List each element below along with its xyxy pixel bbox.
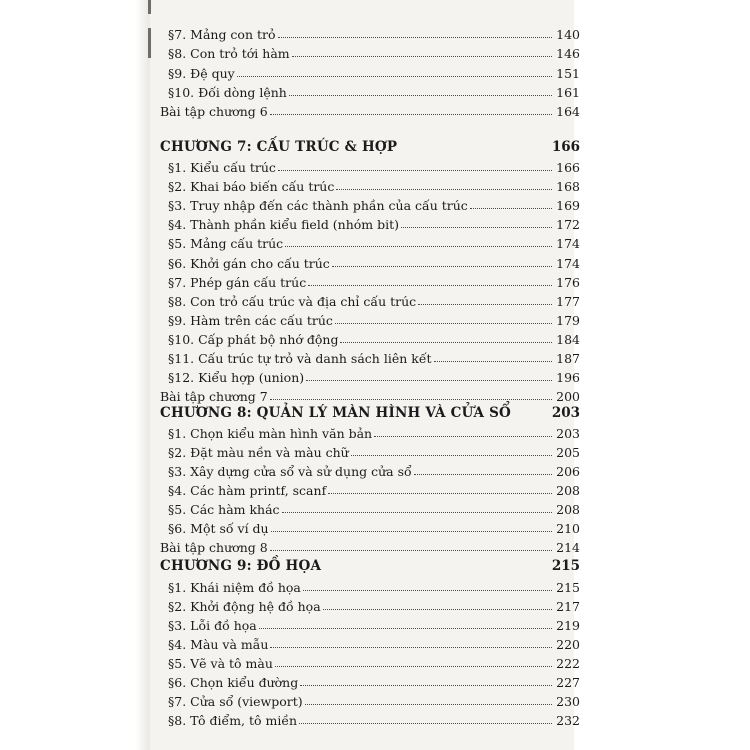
toc-entry[interactable] — [160, 461, 580, 479]
toc-entry[interactable] — [160, 291, 580, 309]
leader-dots — [305, 704, 552, 705]
toc-entry[interactable] — [160, 24, 580, 42]
toc-entry-page: 196 — [556, 370, 580, 386]
chapter-heading[interactable] — [160, 137, 580, 155]
toc-entry[interactable] — [160, 518, 580, 536]
toc-entry-title: Bài tập chương 7 — [160, 389, 268, 405]
toc-entry-page: 151 — [556, 66, 580, 81]
toc-entry-page: 206 — [556, 464, 580, 479]
leader-dots — [351, 455, 552, 456]
toc-entry-title: §1. Chọn kiểu màn hình văn bản — [168, 426, 373, 441]
toc-entry-title: §10. Đối dòng lệnh — [168, 85, 287, 100]
page-binding — [0, 0, 150, 750]
toc-entry[interactable] — [160, 634, 580, 652]
leader-dots — [308, 285, 552, 286]
toc-entry-title: §2. Khởi động hệ đồ họa — [168, 599, 321, 614]
leader-dots — [299, 723, 552, 724]
leader-dots — [237, 76, 552, 77]
toc-entry-title: §7. Mảng con trỏ — [168, 27, 276, 42]
toc-entry-title: Bài tập chương 8 — [160, 540, 268, 555]
leader-dots — [401, 227, 552, 228]
leader-dots — [271, 531, 553, 532]
toc-entry-page: 227 — [556, 675, 580, 690]
toc-entry-page: 172 — [556, 217, 580, 233]
toc-entry-page: 187 — [556, 351, 580, 366]
toc-entry-title: §12. Kiểu hợp (union) — [168, 370, 305, 386]
toc-entry-page: 203 — [556, 426, 580, 441]
toc-entry[interactable] — [160, 480, 580, 498]
toc-entry-title: §1. Kiểu cấu trúc — [168, 160, 276, 175]
toc-entry[interactable] — [160, 537, 580, 555]
toc-entry-title: §7. Phép gán cấu trúc — [168, 274, 307, 290]
leader-dots — [278, 170, 552, 171]
toc-entry[interactable] — [160, 101, 580, 119]
leader-dots — [270, 647, 552, 648]
leader-dots — [285, 246, 552, 247]
toc-entry[interactable] — [160, 672, 580, 690]
toc-entry[interactable] — [160, 577, 580, 595]
toc-entry-page: 176 — [556, 274, 580, 290]
toc-entry[interactable] — [160, 82, 580, 100]
leader-dots — [270, 399, 552, 400]
toc-entry-title: §6. Chọn kiểu đường — [168, 675, 299, 690]
toc-entry-page: 146 — [556, 46, 580, 61]
leader-dots — [470, 208, 552, 209]
toc-entry-title: §8. Tô điểm, tô miền — [168, 713, 298, 728]
leader-dots — [336, 189, 552, 190]
toc-entry-page: 161 — [556, 85, 580, 100]
leader-dots — [340, 342, 552, 343]
toc-entry[interactable] — [160, 43, 580, 61]
leader-dots — [278, 37, 553, 38]
leader-dots — [275, 666, 552, 667]
toc-entry-title: §8. Con trỏ tới hàm — [168, 46, 290, 61]
toc-entry[interactable] — [160, 348, 580, 366]
toc-entry[interactable] — [160, 442, 580, 460]
leader-dots — [374, 436, 552, 437]
toc-entry[interactable] — [160, 310, 580, 328]
toc-entry-title: Bài tập chương 6 — [160, 104, 268, 119]
toc-entry-title: §2. Đặt màu nền và màu chữ — [168, 445, 349, 460]
toc-entry-page: 169 — [556, 198, 580, 214]
toc-entry-page: 200 — [556, 389, 580, 405]
toc-entry[interactable] — [160, 386, 580, 404]
binding-mark — [148, 0, 151, 14]
toc-entry[interactable] — [160, 653, 580, 671]
leader-dots — [335, 323, 552, 324]
toc-entry-title: §3. Xây dựng cửa sổ và sử dụng cửa sổ — [168, 464, 412, 479]
leader-dots — [270, 550, 552, 551]
leader-dots — [306, 380, 552, 381]
toc-entry-page: 222 — [556, 656, 580, 671]
chapter-title: CHƯƠNG 7: CẤU TRÚC & HỢP — [160, 139, 398, 155]
toc-entry-page: 205 — [556, 445, 580, 460]
toc-entry-page: 217 — [556, 599, 580, 614]
toc-entry[interactable] — [160, 214, 580, 232]
toc-entry-title: §5. Mảng cấu trúc — [168, 236, 284, 252]
toc-entry-page: 230 — [556, 694, 580, 709]
toc-entry[interactable] — [160, 157, 580, 175]
chapter-title: CHƯƠNG 9: ĐỒ HỌA — [160, 558, 322, 574]
chapter-title: CHƯƠNG 8: QUẢN LÝ MÀN HÌNH VÀ CỬA SỔ — [160, 405, 512, 421]
leader-dots — [414, 474, 552, 475]
toc-entry[interactable] — [160, 253, 580, 271]
toc-entry[interactable] — [160, 272, 580, 290]
toc-entry-title: §4. Các hàm printf, scanf — [168, 483, 327, 498]
chapter-page: 215 — [551, 558, 580, 574]
toc-entry[interactable] — [160, 367, 580, 385]
toc-entry[interactable] — [160, 176, 580, 194]
toc-entry-page: 219 — [556, 618, 580, 633]
toc-entry-title: §11. Cấu trúc tự trỏ và danh sách liên kết — [168, 351, 432, 366]
toc-entry[interactable] — [160, 691, 580, 709]
toc-entry-title: §5. Các hàm khác — [168, 502, 280, 517]
leader-dots — [270, 114, 552, 115]
toc-entry-page: 220 — [556, 637, 580, 652]
toc-entry-page: 179 — [556, 312, 580, 328]
chapter-heading[interactable] — [160, 403, 580, 421]
toc-entry-title: §4. Thành phần kiểu field (nhóm bit) — [168, 217, 400, 233]
toc-entry-title: §9. Đệ quy — [168, 66, 235, 81]
toc-entry-title: §8. Con trỏ cấu trúc và địa chỉ cấu trúc — [168, 293, 417, 309]
leader-dots — [289, 95, 552, 96]
toc-entry[interactable] — [160, 596, 580, 614]
toc-entry-title: §5. Vẽ và tô màu — [168, 656, 273, 671]
toc-entry[interactable] — [160, 423, 580, 441]
toc-entry[interactable] — [160, 233, 580, 251]
toc-entry-title: §9. Hàm trên các cấu trúc — [168, 312, 333, 328]
toc-entry-page: 215 — [556, 580, 580, 595]
toc-entry[interactable] — [160, 329, 580, 347]
toc-entry[interactable] — [160, 615, 580, 633]
toc-entry-page: 174 — [556, 236, 580, 252]
toc-entry-title: §10. Cấp phát bộ nhớ động — [168, 331, 339, 347]
leader-dots — [418, 304, 552, 305]
toc-entry-page: 210 — [556, 521, 580, 536]
chapter-page: 166 — [551, 139, 580, 155]
toc-entry[interactable] — [160, 710, 580, 728]
toc-entry-title: §3. Truy nhập đến các thành phần của cấu trúc — [168, 198, 468, 214]
leader-dots — [328, 493, 552, 494]
toc-entry-page: 232 — [556, 713, 580, 728]
toc-entry-title: §1. Khái niệm đồ họa — [168, 580, 301, 595]
toc-entry[interactable] — [160, 63, 580, 81]
leader-dots — [332, 266, 552, 267]
toc-entry-title: §4. Màu và mẫu — [168, 637, 269, 652]
toc-entry-page: 208 — [556, 502, 580, 517]
toc-entry-title: §6. Một số ví dụ — [168, 521, 269, 536]
toc-entry-page: 166 — [556, 160, 580, 175]
chapter-page: 203 — [551, 405, 580, 421]
toc-entry-page: 164 — [556, 104, 580, 119]
binding-mark — [148, 28, 151, 58]
leader-dots — [300, 685, 552, 686]
page-margin — [574, 0, 750, 750]
chapter-heading[interactable] — [160, 556, 580, 574]
leader-dots — [292, 56, 553, 57]
leader-dots — [434, 361, 553, 362]
toc-entry-title: §2. Khai báo biến cấu trúc — [168, 179, 335, 195]
leader-dots — [282, 512, 553, 513]
toc-entry-page: 177 — [556, 293, 580, 309]
leader-dots — [323, 609, 552, 610]
toc-entry-page: 140 — [556, 27, 580, 42]
leader-dots — [303, 590, 552, 591]
toc-entry-page: 184 — [556, 331, 580, 347]
toc-entry-page: 208 — [556, 483, 580, 498]
toc-entry-title: §3. Lỗi đồ họa — [168, 618, 257, 633]
toc-entry-page: 168 — [556, 179, 580, 195]
toc-entry-page: 214 — [556, 540, 580, 555]
toc-entry-title: §6. Khởi gán cho cấu trúc — [168, 255, 330, 271]
table-of-contents — [160, 0, 580, 750]
toc-entry-page: 174 — [556, 255, 580, 271]
leader-dots — [259, 628, 552, 629]
toc-entry[interactable] — [160, 195, 580, 213]
toc-entry-title: §7. Cửa sổ (viewport) — [168, 694, 303, 709]
toc-entry[interactable] — [160, 499, 580, 517]
